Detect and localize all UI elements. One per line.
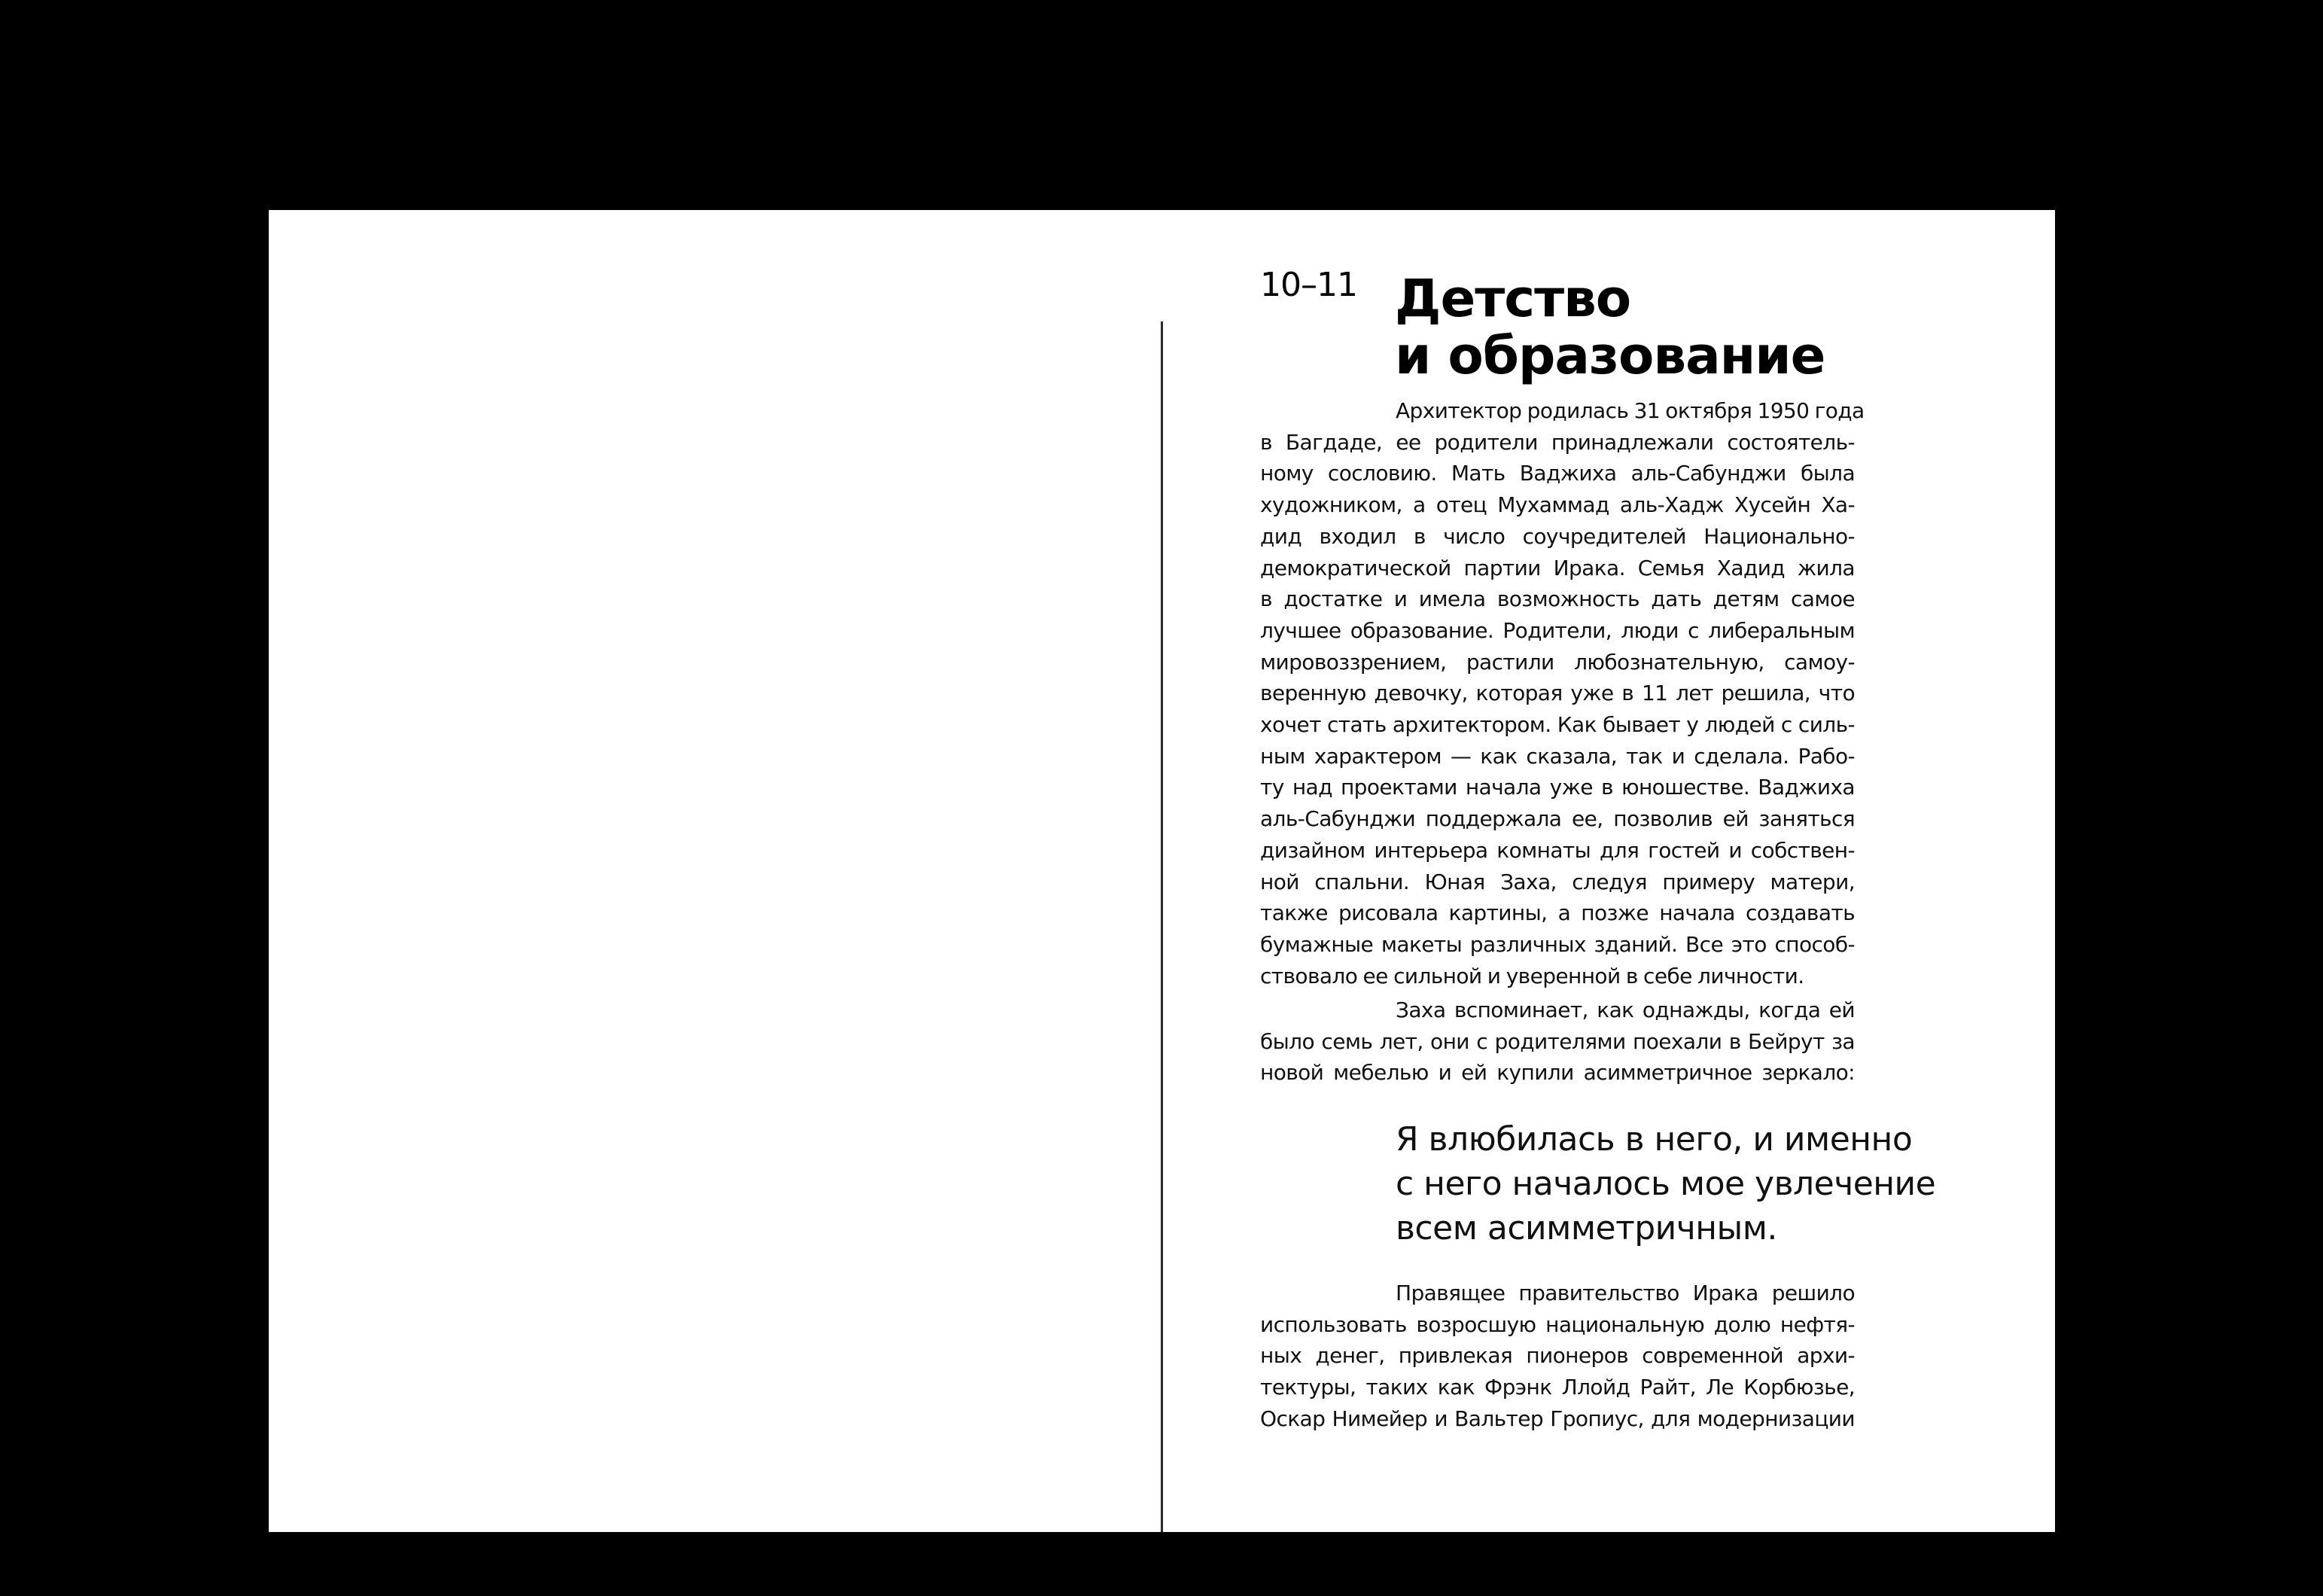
text-line: ствовало ее сильной и уверенной в себе личности.	[1260, 963, 1804, 988]
text-line: дизайном интерьера комнаты для гостей и собствен-	[1260, 837, 1855, 863]
left-page-blank	[269, 210, 1161, 1532]
text-line: в Багдаде, ее родители принадлежали состоятель-	[1260, 429, 1855, 455]
gutter-divider	[1161, 321, 1163, 1532]
quote-line: Я влюбилась в него, и именно	[1396, 1120, 1913, 1159]
text-line: использовать возросшую национальную долю нефтя-	[1260, 1311, 1855, 1337]
text-line: демократической партии Ирака. Семья Хадид жила	[1260, 555, 1855, 580]
text-line: художником, а отец Мухаммад аль-Хадж Хусейн Ха-	[1260, 492, 1855, 518]
text-line: бумажные макеты различных зданий. Все это способ-	[1260, 931, 1855, 957]
text-line: лучшее образование. Родители, люди с либеральным	[1260, 617, 1855, 643]
page-number: 10–11	[1260, 266, 1357, 304]
chapter-title	[1395, 270, 1825, 385]
text-line: ту над проектами начала уже в юношестве. Ваджиха	[1260, 775, 1855, 800]
text-line: мировоззрением, растили любознательную, самоу-	[1260, 649, 1855, 675]
quote-line: всем асимметричным.	[1396, 1209, 1777, 1247]
text-line: было семь лет, они с родителями поехали в Бейрут за	[1260, 1028, 1855, 1054]
chapter-title-line: и образование	[1395, 326, 1825, 386]
text-line: Оскар Нимейер и Вальтер Гропиус, для модернизации	[1260, 1406, 1855, 1431]
text-line: ному сословию. Мать Ваджиха аль-Сабунджи была	[1260, 461, 1855, 486]
pull-quote	[1396, 1117, 1998, 1250]
text-line: в достатке и имела возможность дать детям самое	[1260, 586, 1855, 612]
text-line: хочет стать архитектором. Как бывает у людей с силь-	[1260, 712, 1855, 738]
text-line: тектуры, таких как Фрэнк Ллойд Райт, Ле Корбюзье,	[1260, 1375, 1855, 1400]
text-line: аль-Сабунджи поддержала ее, позволив ей заняться	[1260, 806, 1855, 832]
text-line: веренную девочку, которая уже в 11 лет решила, что	[1260, 681, 1855, 706]
text-line: также рисовала картины, а позже начала создавать	[1260, 900, 1855, 926]
body-paragraph-2	[1260, 994, 1855, 1089]
text-line: новой мебелью и ей купили асимметричное зеркало:	[1260, 1060, 1855, 1086]
text-line: Правящее правительство Ирака решило	[1396, 1281, 1855, 1305]
body-paragraph-3	[1260, 1278, 1855, 1435]
text-line: ным характером — как сказала, так и сделала. Рабо-	[1260, 743, 1855, 769]
chapter-title-line: Детство	[1395, 269, 1631, 329]
quote-line: с него началось мое увлечение	[1396, 1165, 1936, 1203]
text-line: Заха вспоминает, как однажды, когда ей	[1396, 998, 1855, 1022]
body-paragraph-1	[1260, 395, 1865, 991]
text-line: дид входил в число соучредителей Национально-	[1260, 523, 1855, 549]
book-spread	[269, 210, 2055, 1532]
text-line: Архитектор родилась 31 октября 1950 года	[1396, 398, 1865, 423]
text-line: ных денег, привлекая пионеров современной архи-	[1260, 1343, 1855, 1369]
text-line: ной спальни. Юная Заха, следуя примеру матери,	[1260, 869, 1855, 894]
